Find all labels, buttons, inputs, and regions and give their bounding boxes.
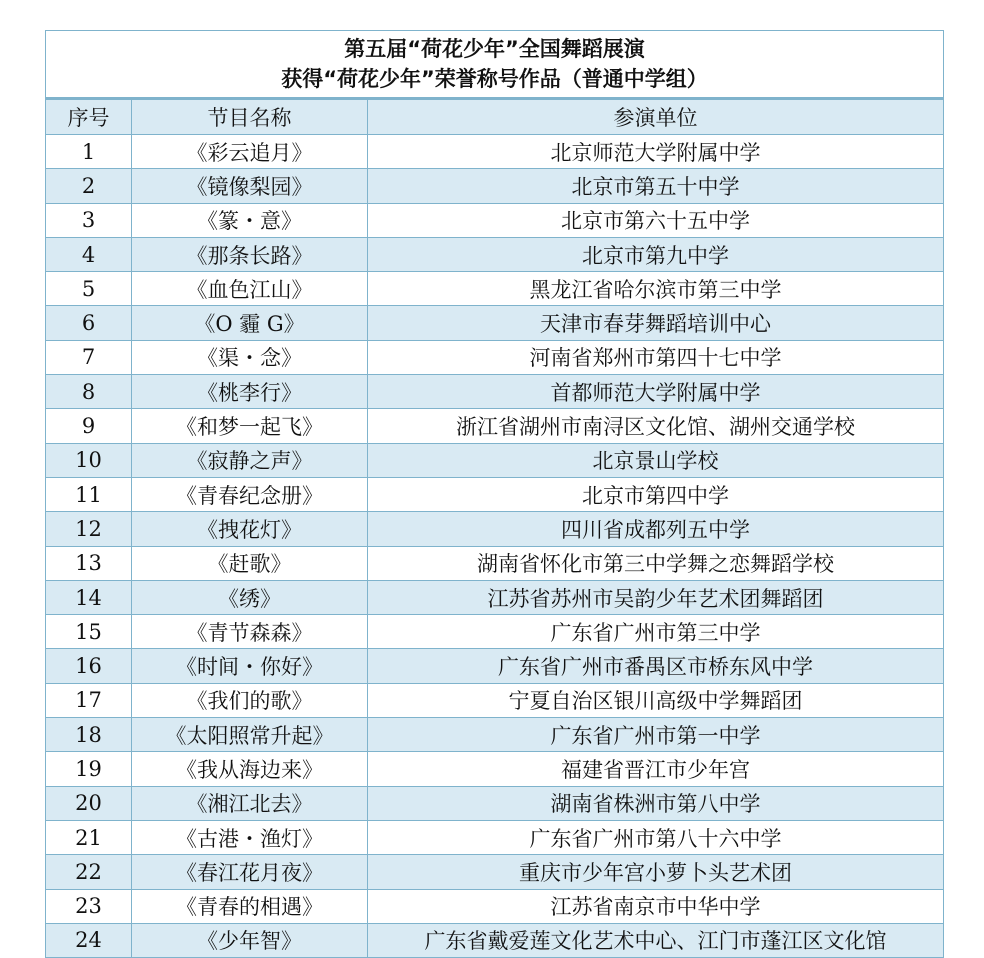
program-name-cell: 《彩云追月》 <box>132 135 368 169</box>
program-name-cell: 《篆・意》 <box>132 203 368 237</box>
table-row <box>46 889 944 923</box>
performing-unit-cell: 北京师范大学附属中学 <box>368 135 944 169</box>
row-number-cell: 16 <box>46 649 132 683</box>
row-number-cell: 24 <box>46 923 132 957</box>
table-row <box>46 649 944 683</box>
table-row <box>46 409 944 443</box>
table-row <box>46 615 944 649</box>
performing-unit-cell: 北京市第四中学 <box>368 477 944 511</box>
table-row <box>46 752 944 786</box>
performing-unit-cell: 河南省郑州市第四十七中学 <box>368 340 944 374</box>
row-number-cell: 5 <box>46 272 132 306</box>
performing-unit-cell: 浙江省湖州市南浔区文化馆、湖州交通学校 <box>368 409 944 443</box>
row-number-cell: 15 <box>46 615 132 649</box>
table-row <box>46 923 944 957</box>
program-name-cell: 《太阳照常升起》 <box>132 718 368 752</box>
performing-unit-cell: 广东省广州市第三中学 <box>368 615 944 649</box>
table-row <box>46 203 944 237</box>
performing-unit-cell: 黑龙江省哈尔滨市第三中学 <box>368 272 944 306</box>
table-row <box>46 306 944 340</box>
title-row <box>46 31 944 99</box>
table-row <box>46 169 944 203</box>
program-name-cell: 《渠・念》 <box>132 340 368 374</box>
program-name-cell: 《青春的相遇》 <box>132 889 368 923</box>
row-number-cell: 19 <box>46 752 132 786</box>
row-number-cell: 4 <box>46 237 132 271</box>
program-name-cell: 《和梦一起飞》 <box>132 409 368 443</box>
table-row <box>46 135 944 169</box>
performing-unit-cell: 首都师范大学附属中学 <box>368 375 944 409</box>
program-name-cell: 《镜像梨园》 <box>132 169 368 203</box>
table-title <box>46 31 944 99</box>
performing-unit-cell: 湖南省怀化市第三中学舞之恋舞蹈学校 <box>368 546 944 580</box>
row-number-cell: 9 <box>46 409 132 443</box>
performing-unit-cell: 湖南省株洲市第八中学 <box>368 786 944 820</box>
performing-unit-cell: 北京市第九中学 <box>368 237 944 271</box>
row-number-cell: 13 <box>46 546 132 580</box>
program-name-cell: 《青节森森》 <box>132 615 368 649</box>
program-name-cell: 《春江花月夜》 <box>132 855 368 889</box>
performing-unit-cell: 北京市第六十五中学 <box>368 203 944 237</box>
title-line-2: 获得“荷花少年”荣誉称号作品（普通中学组） <box>281 67 708 91</box>
program-name-cell: 《血色江山》 <box>132 272 368 306</box>
performing-unit-cell: 广东省广州市第八十六中学 <box>368 820 944 854</box>
program-name-cell: 《古港・渔灯》 <box>132 820 368 854</box>
performing-unit-cell: 江苏省苏州市吴韵少年艺术团舞蹈团 <box>368 580 944 614</box>
program-name-cell: 《青春纪念册》 <box>132 477 368 511</box>
program-name-cell: 《寂静之声》 <box>132 443 368 477</box>
row-number-cell: 17 <box>46 683 132 717</box>
program-name-cell: 《那条长路》 <box>132 237 368 271</box>
row-number-cell: 20 <box>46 786 132 820</box>
row-number-cell: 1 <box>46 135 132 169</box>
program-name-cell: 《桃李行》 <box>132 375 368 409</box>
performing-unit-cell: 广东省广州市第一中学 <box>368 718 944 752</box>
row-number-cell: 11 <box>46 477 132 511</box>
program-name-cell: 《赶歌》 <box>132 546 368 580</box>
performing-unit-cell: 福建省晋江市少年宫 <box>368 752 944 786</box>
header-row <box>46 99 944 135</box>
program-name-cell: 《湘江北去》 <box>132 786 368 820</box>
table-row <box>46 786 944 820</box>
row-number-cell: 3 <box>46 203 132 237</box>
row-number-cell: 2 <box>46 169 132 203</box>
table-row <box>46 718 944 752</box>
row-number-cell: 18 <box>46 718 132 752</box>
row-number-cell: 22 <box>46 855 132 889</box>
performing-unit-cell: 宁夏自治区银川高级中学舞蹈团 <box>368 683 944 717</box>
program-name-cell: 《时间・你好》 <box>132 649 368 683</box>
title-line-1: 第五届“荷花少年”全国舞蹈展演 <box>344 37 645 61</box>
column-header-name: 节目名称 <box>132 99 368 135</box>
program-name-cell: 《绣》 <box>132 580 368 614</box>
performing-unit-cell: 天津市春芽舞蹈培训中心 <box>368 306 944 340</box>
program-name-cell: 《我从海边来》 <box>132 752 368 786</box>
performing-unit-cell: 广东省广州市番禺区市桥东风中学 <box>368 649 944 683</box>
performing-unit-cell: 广东省戴爱莲文化艺术中心、江门市蓬江区文化馆 <box>368 923 944 957</box>
award-table <box>45 30 944 958</box>
table-row <box>46 443 944 477</box>
row-number-cell: 23 <box>46 889 132 923</box>
table-body <box>46 135 944 958</box>
column-header-no: 序号 <box>46 99 132 135</box>
row-number-cell: 14 <box>46 580 132 614</box>
award-list-sheet <box>45 30 943 958</box>
performing-unit-cell: 四川省成都列五中学 <box>368 512 944 546</box>
table-row <box>46 683 944 717</box>
performing-unit-cell: 重庆市少年宫小萝卜头艺术团 <box>368 855 944 889</box>
program-name-cell: 《拽花灯》 <box>132 512 368 546</box>
table-row <box>46 820 944 854</box>
row-number-cell: 8 <box>46 375 132 409</box>
row-number-cell: 7 <box>46 340 132 374</box>
table-row <box>46 512 944 546</box>
table-row <box>46 237 944 271</box>
performing-unit-cell: 北京市第五十中学 <box>368 169 944 203</box>
row-number-cell: 21 <box>46 820 132 854</box>
column-header-unit: 参演单位 <box>368 99 944 135</box>
row-number-cell: 6 <box>46 306 132 340</box>
program-name-cell: 《我们的歌》 <box>132 683 368 717</box>
table-row <box>46 546 944 580</box>
program-name-cell: 《少年智》 <box>132 923 368 957</box>
table-row <box>46 272 944 306</box>
table-row <box>46 855 944 889</box>
table-row <box>46 375 944 409</box>
performing-unit-cell: 北京景山学校 <box>368 443 944 477</box>
program-name-cell: 《O 霾 G》 <box>132 306 368 340</box>
row-number-cell: 10 <box>46 443 132 477</box>
table-row <box>46 340 944 374</box>
table-row <box>46 580 944 614</box>
table-row <box>46 477 944 511</box>
row-number-cell: 12 <box>46 512 132 546</box>
performing-unit-cell: 江苏省南京市中华中学 <box>368 889 944 923</box>
